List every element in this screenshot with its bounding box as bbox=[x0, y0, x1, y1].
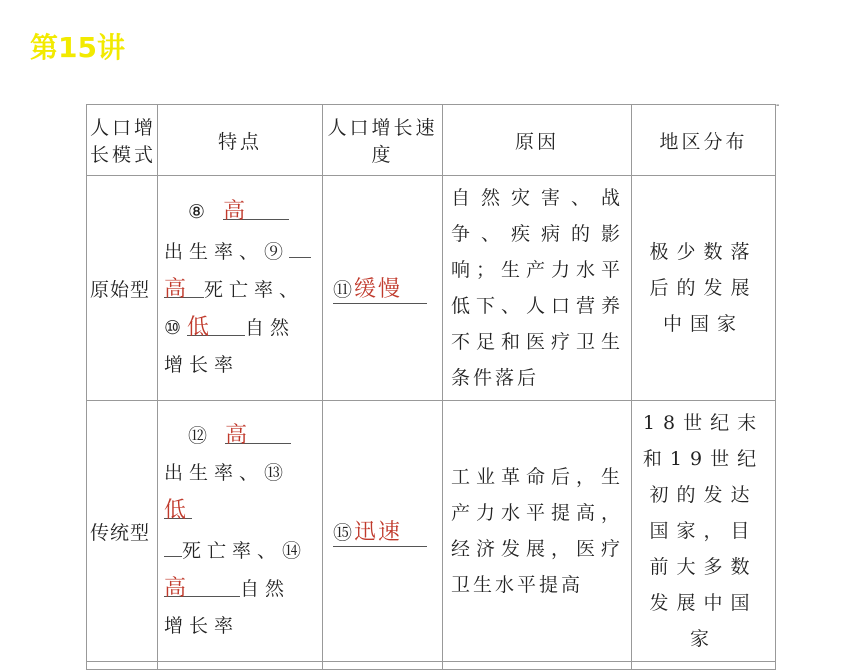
blank-number: ⑬ bbox=[264, 462, 290, 484]
header-region: 地区分布 bbox=[632, 105, 776, 176]
feature-text: 增长率 bbox=[164, 353, 240, 376]
blank-number: ⑪ bbox=[333, 279, 355, 301]
feature-text: 死亡率、 bbox=[182, 540, 283, 562]
answer: 高 bbox=[223, 198, 248, 224]
answer: 高 bbox=[225, 423, 250, 448]
speed-cell bbox=[323, 176, 443, 401]
header-features: 特点 bbox=[158, 105, 323, 176]
feature-text: 自然 bbox=[240, 578, 291, 600]
answer: 高 bbox=[164, 276, 189, 302]
answer: 迅速 bbox=[354, 520, 403, 545]
answer: 高 bbox=[164, 576, 189, 601]
blank-number: ⑫ bbox=[188, 425, 214, 447]
table-header-row bbox=[87, 105, 776, 176]
blank-number: ⑩ bbox=[164, 316, 188, 339]
region-cell: 极少数落后的发展中国家 bbox=[632, 176, 776, 401]
population-growth-table bbox=[86, 104, 776, 670]
speed-cell bbox=[323, 401, 443, 662]
blank-number: ⑧ bbox=[188, 200, 212, 223]
features-cell bbox=[158, 401, 323, 662]
corner-mark: - bbox=[776, 100, 780, 111]
blank-number: ⑮ bbox=[333, 522, 355, 544]
region-cell: 18世纪末和19世纪初的发达国家，目前大多数发展中国家 bbox=[632, 401, 776, 662]
lecture-title: 第15讲 bbox=[30, 31, 125, 64]
feature-text: 增长率 bbox=[164, 615, 240, 637]
table-row-continuation bbox=[87, 662, 776, 670]
feature-text: 自然 bbox=[245, 316, 296, 339]
answer: 低 bbox=[164, 498, 189, 523]
table-row bbox=[87, 401, 776, 662]
header-growth-mode: 人口增长模式 bbox=[87, 105, 158, 176]
feature-text: 死亡率、 bbox=[204, 278, 305, 301]
feature-text: 出生率、 bbox=[164, 240, 265, 263]
blank-number: ⑨ bbox=[264, 240, 290, 263]
reason-cell: 工业革命后，生产力水平提高，经济发展，医疗卫生水平提高 bbox=[443, 401, 632, 662]
answer: 缓慢 bbox=[354, 277, 403, 302]
features-cell bbox=[158, 176, 323, 401]
reason-cell: 自然灾害、战争、疾病的影响；生产力水平低下、人口营养不足和医疗卫生条件落后 bbox=[443, 176, 632, 401]
row-type: 原始型 bbox=[87, 176, 158, 401]
table-row bbox=[87, 176, 776, 401]
header-growth-speed: 人口增长速度 bbox=[323, 105, 443, 176]
feature-text: 出生率、 bbox=[164, 462, 265, 484]
header-reasons: 原因 bbox=[443, 105, 632, 176]
answer: 低 bbox=[187, 314, 212, 340]
blank-number: ⑭ bbox=[282, 540, 308, 562]
row-type: 传统型 bbox=[87, 401, 158, 662]
